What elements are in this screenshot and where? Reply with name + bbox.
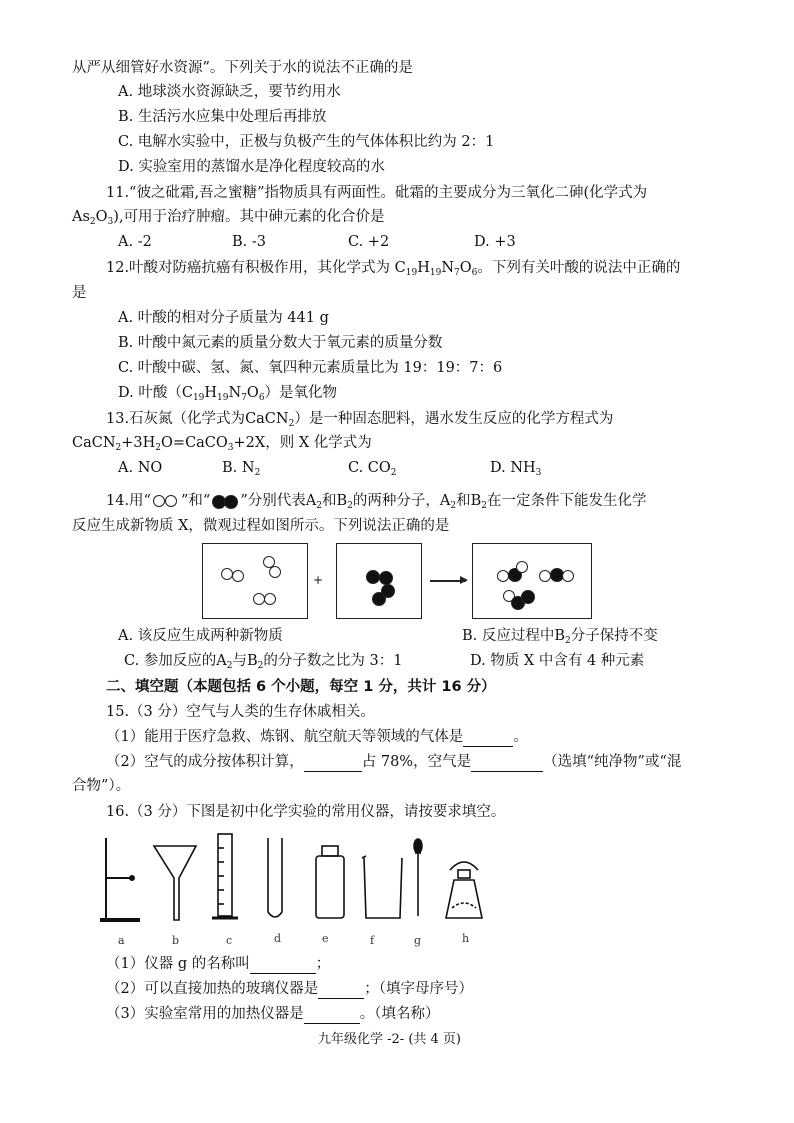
q14-stem-line1: 14.用“ ”和“ ”分别代表$A_2$和$B_2$的两种分子，$A_2$和$B_2$在一定条件下能发生化学: [106, 493, 647, 511]
q11-option-b: B. -3: [232, 234, 266, 250]
q15-part1: （1）能用于医疗急救、炼钢、航空航天等领域的气体是 。: [106, 729, 528, 745]
q13-stem-line1: 13.石灰氮（化学式为CaCN$_2$）是一种固态肥料，遇水发生反应的化学方程式为: [106, 411, 614, 429]
label-h: h: [462, 932, 470, 945]
q13-option-b: B. $N_2$: [222, 460, 261, 478]
q10-option-c: C. 电解水实验中，正极与负极产生的气体体积比约为 2：1: [118, 134, 495, 150]
q16-part2: （2）可以直接加热的玻璃仪器是 ；（填字母序号）: [106, 981, 473, 997]
q15-part2: （2）空气的成分按体积计算， 占 78%，空气是 （选填“纯净物”或“混: [106, 754, 682, 770]
q14-option-c: C. 参加反应的$A_2$与$B_2$的分子数之比为 3：1: [124, 653, 403, 671]
q16-stem: 16.（3 分）下图是初中化学实验的常用仪器，请按要求填空。: [106, 804, 506, 820]
plus-sign: +: [313, 573, 324, 587]
q11-option-c: C. +2: [348, 234, 390, 250]
graduated-cylinder-icon: [212, 834, 238, 918]
answer-blank[interactable]: [304, 757, 362, 772]
q15-part2-line2: 合物”）。: [72, 778, 131, 794]
q11-option-d: D. +3: [474, 234, 516, 250]
answer-blank[interactable]: [463, 732, 513, 747]
formula-folic-acid: $C_{19}H_{19}N_7O_6$: [394, 260, 478, 278]
lab-apparatus-figure: [96, 828, 516, 928]
q15-stem: 15.（3 分）空气与人类的生存休戚相关。: [106, 704, 375, 720]
q13-option-d: D. $NH_3$: [490, 460, 542, 478]
label-b: b: [172, 934, 180, 947]
label-f: f: [370, 934, 375, 947]
reactant-box-a2: [202, 543, 308, 619]
product-box: [472, 543, 592, 619]
reactant-box-b2: [336, 543, 422, 619]
filled-circle-molecule-icon: [210, 494, 240, 508]
q14-stem-line2: 反应生成新物质 X，微观过程如图所示。下列说法正确的是: [72, 518, 450, 534]
label-a: a: [118, 934, 125, 947]
funnel-icon: [154, 846, 196, 920]
q12-option-a: A. 叶酸的相对分子质量为 441 g: [118, 310, 329, 326]
test-tube-icon: [268, 838, 282, 917]
iron-stand-icon: [100, 838, 140, 920]
formula-as2o3: $As_2O_3$: [72, 209, 114, 227]
open-circle-molecule-icon: [151, 494, 181, 508]
q13-option-a: A. NO: [118, 460, 163, 476]
q14-option-a: A. 该反应生成两种新物质: [118, 628, 283, 644]
answer-blank[interactable]: [250, 959, 316, 974]
label-c: c: [226, 934, 233, 947]
answer-blank[interactable]: [471, 757, 543, 772]
q16-part3: （3）实验室常用的加热仪器是 。（填名称）: [106, 1006, 440, 1022]
dropper-icon: [414, 839, 422, 916]
section-heading-fill-in: 二、填空题（本题包括 6 个小题，每空 1 分，共计 16 分）: [106, 679, 496, 695]
q12-stem-line1: 12.叶酸对防癌抗癌有积极作用，其化学式为 $C_{19}H_{19}N_7O_6$。下列有关叶酸的说法中正确的: [106, 260, 681, 278]
chemical-equation: $CaCN_2+3H_2O=CaCO_3+2X$: [72, 435, 266, 453]
beaker-icon: [362, 856, 402, 918]
q11-option-a: A. -2: [118, 234, 152, 250]
q11-stem-line2: $As_2O_3$),可用于治疗肿瘤。其中砷元素的化合价是: [72, 209, 385, 227]
q13-option-c: C. $CO_2$: [348, 460, 397, 478]
q14-option-b: B. 反应过程中$B_2$分子保持不变: [462, 628, 658, 646]
label-d: d: [274, 932, 282, 945]
q12-option-d: D. 叶酸$(C_{19}H_{19}N_7O_6)$是氧化物: [118, 385, 338, 403]
q10-option-b: B. 生活污水应集中处理后再排放: [118, 109, 327, 125]
reagent-bottle-icon: [316, 846, 344, 918]
label-e: e: [322, 932, 329, 945]
q12-option-c: C. 叶酸中碳、氢、氮、氧四种元素质量比为 19：19：7：6: [118, 360, 503, 376]
alcohol-lamp-icon: [446, 862, 482, 918]
q16-part1: （1）仪器 g 的名称叫 ；: [106, 956, 331, 972]
q14-option-d: D. 物质 X 中含有 4 种元素: [470, 653, 645, 669]
reaction-arrow-icon: [430, 580, 466, 582]
q11-stem-line1: 11.“彼之砒霜,吾之蜜糖”指物质具有两面性。砒霜的主要成分为三氧化二砷(化学式为: [106, 185, 648, 201]
q12-option-b: B. 叶酸中氮元素的质量分数大于氧元素的质量分数: [118, 335, 443, 351]
q13-stem-line2: $CaCN_2+3H_2O=CaCO_3+2X$，则 X 化学式为: [72, 435, 372, 453]
answer-blank[interactable]: [304, 1009, 360, 1024]
intro-line: 从严从细管好水资源”。下列关于水的说法不正确的是: [72, 60, 413, 76]
page-footer: 九年级化学 -2- (共 4 页): [318, 1032, 462, 1047]
q10-option-d: D. 实验室用的蒸馏水是净化程度较高的水: [118, 159, 385, 175]
answer-blank[interactable]: [318, 984, 364, 999]
q12-stem-line2: 是: [72, 285, 87, 301]
q10-option-a: A. 地球淡水资源缺乏，要节约用水: [118, 84, 341, 100]
label-g: g: [414, 934, 422, 947]
